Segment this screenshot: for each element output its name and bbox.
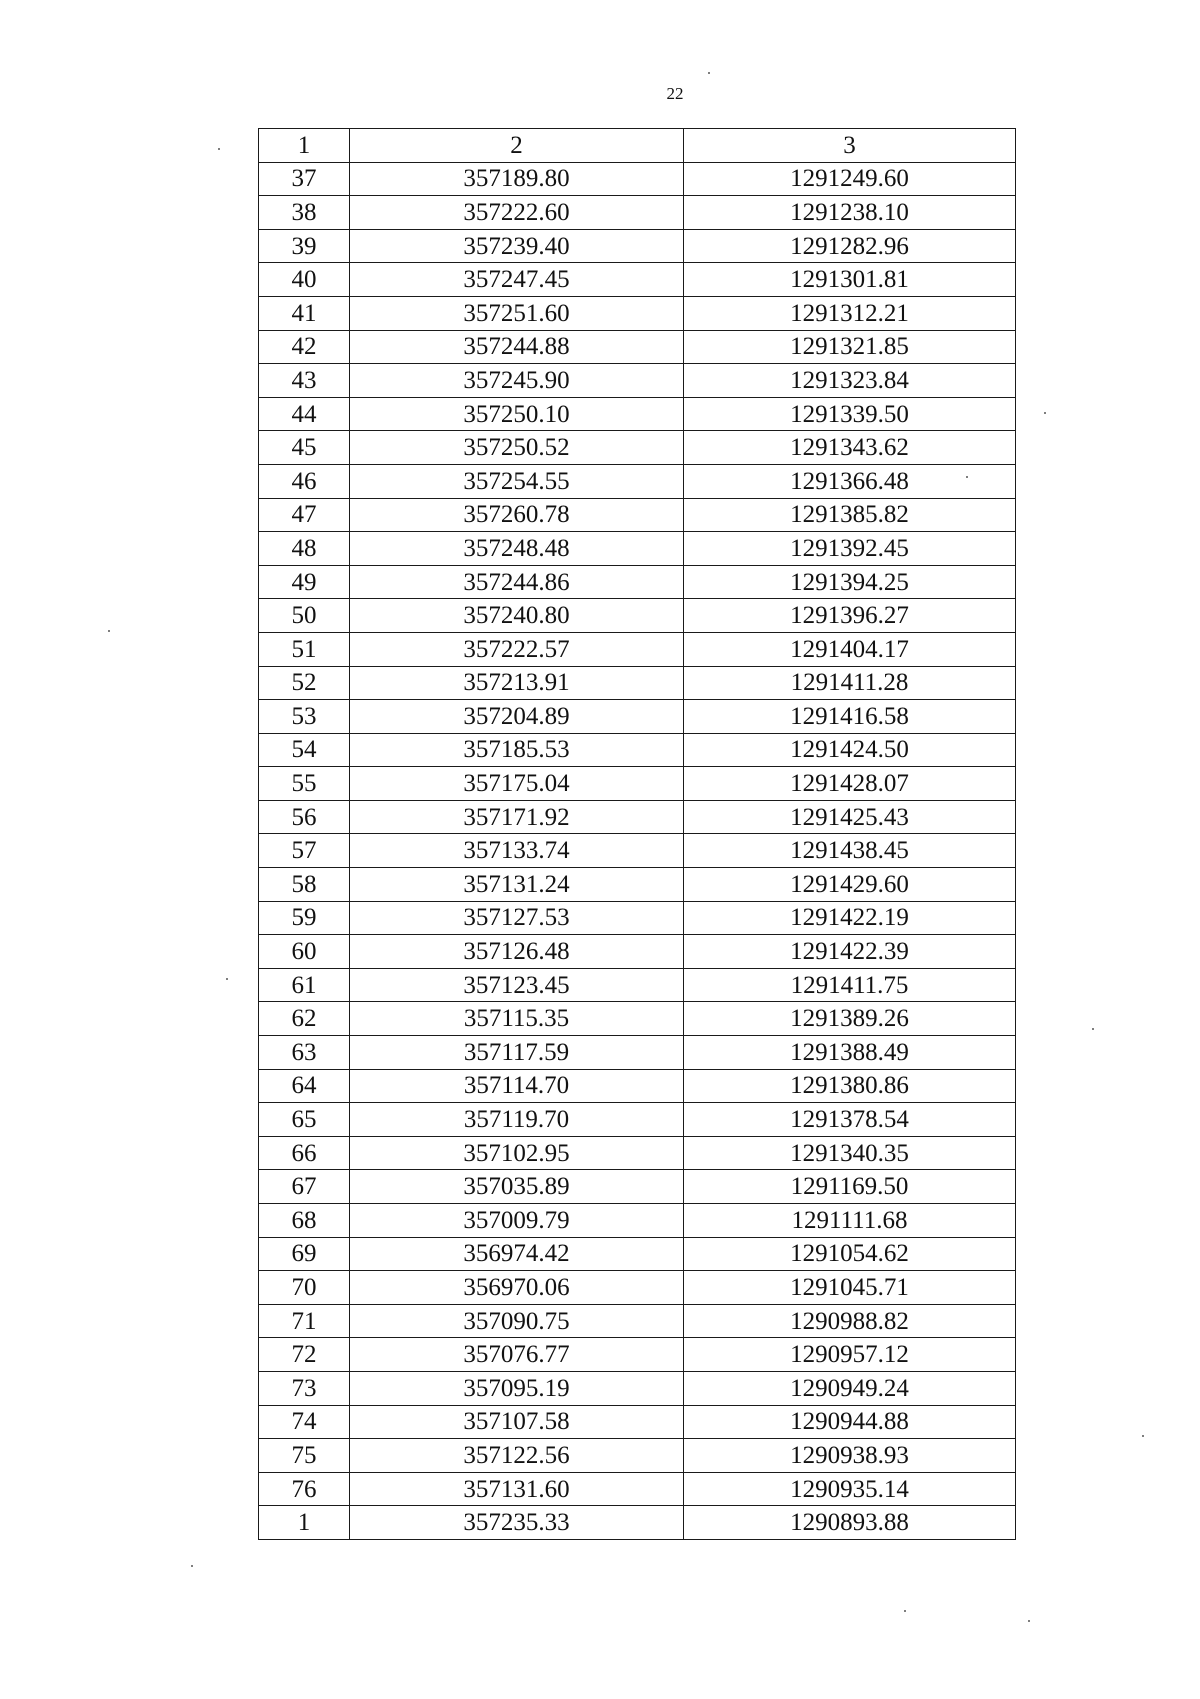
column-header-2: 2 xyxy=(350,129,684,163)
column-2-value-cell: 357250.10 xyxy=(350,397,684,431)
table-row xyxy=(259,800,1016,834)
row-number-cell: 61 xyxy=(259,968,350,1002)
scan-speck xyxy=(1044,412,1046,414)
column-3-value-cell: 1291396.27 xyxy=(684,599,1016,633)
scan-speck xyxy=(218,148,220,150)
row-number-cell: 42 xyxy=(259,330,350,364)
row-number-cell: 60 xyxy=(259,935,350,969)
table-row xyxy=(259,1103,1016,1137)
column-2-value-cell: 357076.77 xyxy=(350,1338,684,1372)
table-row xyxy=(259,263,1016,297)
row-number-cell: 51 xyxy=(259,632,350,666)
column-3-value-cell: 1291340.35 xyxy=(684,1136,1016,1170)
row-number-cell: 37 xyxy=(259,162,350,196)
column-3-value-cell: 1291378.54 xyxy=(684,1103,1016,1137)
column-2-value-cell: 357117.59 xyxy=(350,1036,684,1070)
table-row xyxy=(259,296,1016,330)
column-3-value-cell: 1291169.50 xyxy=(684,1170,1016,1204)
table-row xyxy=(259,901,1016,935)
row-number-cell: 41 xyxy=(259,296,350,330)
row-number-cell: 44 xyxy=(259,397,350,431)
table-row xyxy=(259,364,1016,398)
row-number-cell: 74 xyxy=(259,1405,350,1439)
column-2-value-cell: 357122.56 xyxy=(350,1439,684,1473)
column-2-value-cell: 356970.06 xyxy=(350,1271,684,1305)
table-row xyxy=(259,565,1016,599)
column-2-value-cell: 357244.88 xyxy=(350,330,684,364)
table-row xyxy=(259,464,1016,498)
table-row xyxy=(259,330,1016,364)
column-3-value-cell: 1291045.71 xyxy=(684,1271,1016,1305)
row-number-cell: 53 xyxy=(259,700,350,734)
table-row xyxy=(259,1237,1016,1271)
row-number-cell: 65 xyxy=(259,1103,350,1137)
row-number-cell: 73 xyxy=(259,1371,350,1405)
column-3-value-cell: 1291111.68 xyxy=(684,1204,1016,1238)
row-number-cell: 43 xyxy=(259,364,350,398)
column-3-value-cell: 1291392.45 xyxy=(684,532,1016,566)
column-3-value-cell: 1290988.82 xyxy=(684,1304,1016,1338)
column-2-value-cell: 357244.86 xyxy=(350,565,684,599)
scan-speck xyxy=(708,72,710,74)
table-row xyxy=(259,733,1016,767)
table-row xyxy=(259,196,1016,230)
column-3-value-cell: 1291238.10 xyxy=(684,196,1016,230)
column-3-value-cell: 1290935.14 xyxy=(684,1472,1016,1506)
column-2-value-cell: 357175.04 xyxy=(350,767,684,801)
row-number-cell: 39 xyxy=(259,229,350,263)
table-row xyxy=(259,397,1016,431)
column-3-value-cell: 1291404.17 xyxy=(684,632,1016,666)
row-number-cell: 68 xyxy=(259,1204,350,1238)
table-row xyxy=(259,1371,1016,1405)
column-3-value-cell: 1291429.60 xyxy=(684,868,1016,902)
column-2-value-cell: 357222.57 xyxy=(350,632,684,666)
column-3-value-cell: 1291394.25 xyxy=(684,565,1016,599)
table-row xyxy=(259,498,1016,532)
column-3-value-cell: 1291343.62 xyxy=(684,431,1016,465)
column-2-value-cell: 357235.33 xyxy=(350,1506,684,1540)
column-3-value-cell: 1291054.62 xyxy=(684,1237,1016,1271)
row-number-cell: 57 xyxy=(259,834,350,868)
column-2-value-cell: 357213.91 xyxy=(350,666,684,700)
table-row xyxy=(259,1338,1016,1372)
column-3-value-cell: 1290957.12 xyxy=(684,1338,1016,1372)
coordinates-table-container xyxy=(258,128,1015,1540)
scan-speck xyxy=(191,1565,193,1567)
scan-speck xyxy=(966,476,968,478)
column-3-value-cell: 1291425.43 xyxy=(684,800,1016,834)
table-body xyxy=(259,162,1016,1539)
column-3-value-cell: 1291321.85 xyxy=(684,330,1016,364)
table-row xyxy=(259,1136,1016,1170)
column-header-3: 3 xyxy=(684,129,1016,163)
table-header-row xyxy=(259,129,1016,163)
row-number-cell: 56 xyxy=(259,800,350,834)
column-2-value-cell: 357131.60 xyxy=(350,1472,684,1506)
table-row xyxy=(259,834,1016,868)
column-3-value-cell: 1291416.58 xyxy=(684,700,1016,734)
row-number-cell: 55 xyxy=(259,767,350,801)
table-row xyxy=(259,1439,1016,1473)
column-2-value-cell: 357250.52 xyxy=(350,431,684,465)
row-number-cell: 76 xyxy=(259,1472,350,1506)
row-number-cell: 49 xyxy=(259,565,350,599)
column-3-value-cell: 1290949.24 xyxy=(684,1371,1016,1405)
row-number-cell: 71 xyxy=(259,1304,350,1338)
column-2-value-cell: 357171.92 xyxy=(350,800,684,834)
scan-speck xyxy=(1092,1028,1094,1030)
column-2-value-cell: 357222.60 xyxy=(350,196,684,230)
table-row xyxy=(259,599,1016,633)
column-3-value-cell: 1291312.21 xyxy=(684,296,1016,330)
coordinates-table xyxy=(258,128,1016,1540)
column-3-value-cell: 1291249.60 xyxy=(684,162,1016,196)
row-number-cell: 70 xyxy=(259,1271,350,1305)
column-3-value-cell: 1290893.88 xyxy=(684,1506,1016,1540)
column-3-value-cell: 1291366.48 xyxy=(684,464,1016,498)
column-2-value-cell: 357102.95 xyxy=(350,1136,684,1170)
column-2-value-cell: 357131.24 xyxy=(350,868,684,902)
page-number: 22 xyxy=(666,84,684,103)
column-header-1: 1 xyxy=(259,129,350,163)
scan-speck xyxy=(904,1610,906,1612)
table-row xyxy=(259,666,1016,700)
column-2-value-cell: 357247.45 xyxy=(350,263,684,297)
column-2-value-cell: 357115.35 xyxy=(350,1002,684,1036)
row-number-cell: 45 xyxy=(259,431,350,465)
column-3-value-cell: 1291380.86 xyxy=(684,1069,1016,1103)
column-3-value-cell: 1291282.96 xyxy=(684,229,1016,263)
column-2-value-cell: 357185.53 xyxy=(350,733,684,767)
row-number-cell: 40 xyxy=(259,263,350,297)
scan-speck xyxy=(226,978,228,980)
column-2-value-cell: 357114.70 xyxy=(350,1069,684,1103)
table-row xyxy=(259,632,1016,666)
table-row xyxy=(259,1506,1016,1540)
column-3-value-cell: 1291388.49 xyxy=(684,1036,1016,1070)
table-row xyxy=(259,767,1016,801)
table-row xyxy=(259,532,1016,566)
column-3-value-cell: 1291422.39 xyxy=(684,935,1016,969)
column-3-value-cell: 1291428.07 xyxy=(684,767,1016,801)
row-number-cell: 50 xyxy=(259,599,350,633)
row-number-cell: 46 xyxy=(259,464,350,498)
column-2-value-cell: 357009.79 xyxy=(350,1204,684,1238)
row-number-cell: 72 xyxy=(259,1338,350,1372)
row-number-cell: 63 xyxy=(259,1036,350,1070)
column-3-value-cell: 1291385.82 xyxy=(684,498,1016,532)
column-2-value-cell: 357035.89 xyxy=(350,1170,684,1204)
table-row xyxy=(259,1271,1016,1305)
column-2-value-cell: 357260.78 xyxy=(350,498,684,532)
column-2-value-cell: 357245.90 xyxy=(350,364,684,398)
table-row xyxy=(259,1405,1016,1439)
table-row xyxy=(259,968,1016,1002)
column-3-value-cell: 1291411.75 xyxy=(684,968,1016,1002)
column-2-value-cell: 356974.42 xyxy=(350,1237,684,1271)
column-2-value-cell: 357248.48 xyxy=(350,532,684,566)
column-3-value-cell: 1291301.81 xyxy=(684,263,1016,297)
column-3-value-cell: 1291438.45 xyxy=(684,834,1016,868)
scan-speck xyxy=(1028,1620,1030,1622)
row-number-cell: 64 xyxy=(259,1069,350,1103)
row-number-cell: 52 xyxy=(259,666,350,700)
row-number-cell: 54 xyxy=(259,733,350,767)
scan-speck xyxy=(108,630,110,632)
column-3-value-cell: 1290944.88 xyxy=(684,1405,1016,1439)
column-2-value-cell: 357189.80 xyxy=(350,162,684,196)
row-number-cell: 38 xyxy=(259,196,350,230)
column-2-value-cell: 357204.89 xyxy=(350,700,684,734)
row-number-cell: 75 xyxy=(259,1439,350,1473)
table-row xyxy=(259,1036,1016,1070)
table-row xyxy=(259,229,1016,263)
column-2-value-cell: 357095.19 xyxy=(350,1371,684,1405)
scan-speck xyxy=(1142,1435,1144,1437)
table-row xyxy=(259,431,1016,465)
row-number-cell: 47 xyxy=(259,498,350,532)
table-row xyxy=(259,1002,1016,1036)
column-2-value-cell: 357240.80 xyxy=(350,599,684,633)
column-3-value-cell: 1290938.93 xyxy=(684,1439,1016,1473)
table-row xyxy=(259,1204,1016,1238)
column-3-value-cell: 1291411.28 xyxy=(684,666,1016,700)
table-row xyxy=(259,1170,1016,1204)
column-2-value-cell: 357239.40 xyxy=(350,229,684,263)
column-2-value-cell: 357127.53 xyxy=(350,901,684,935)
table-row xyxy=(259,1069,1016,1103)
row-number-cell: 62 xyxy=(259,1002,350,1036)
row-number-cell: 67 xyxy=(259,1170,350,1204)
column-2-value-cell: 357126.48 xyxy=(350,935,684,969)
column-3-value-cell: 1291424.50 xyxy=(684,733,1016,767)
column-3-value-cell: 1291422.19 xyxy=(684,901,1016,935)
row-number-cell: 69 xyxy=(259,1237,350,1271)
table-row xyxy=(259,162,1016,196)
row-number-cell: 1 xyxy=(259,1506,350,1540)
column-2-value-cell: 357123.45 xyxy=(350,968,684,1002)
table-row xyxy=(259,1472,1016,1506)
table-row xyxy=(259,700,1016,734)
column-3-value-cell: 1291339.50 xyxy=(684,397,1016,431)
column-3-value-cell: 1291323.84 xyxy=(684,364,1016,398)
row-number-cell: 58 xyxy=(259,868,350,902)
column-2-value-cell: 357133.74 xyxy=(350,834,684,868)
column-2-value-cell: 357090.75 xyxy=(350,1304,684,1338)
row-number-cell: 66 xyxy=(259,1136,350,1170)
row-number-cell: 48 xyxy=(259,532,350,566)
table-row xyxy=(259,868,1016,902)
column-2-value-cell: 357107.58 xyxy=(350,1405,684,1439)
column-2-value-cell: 357251.60 xyxy=(350,296,684,330)
table-row xyxy=(259,935,1016,969)
column-2-value-cell: 357119.70 xyxy=(350,1103,684,1137)
column-3-value-cell: 1291389.26 xyxy=(684,1002,1016,1036)
row-number-cell: 59 xyxy=(259,901,350,935)
table-row xyxy=(259,1304,1016,1338)
column-2-value-cell: 357254.55 xyxy=(350,464,684,498)
